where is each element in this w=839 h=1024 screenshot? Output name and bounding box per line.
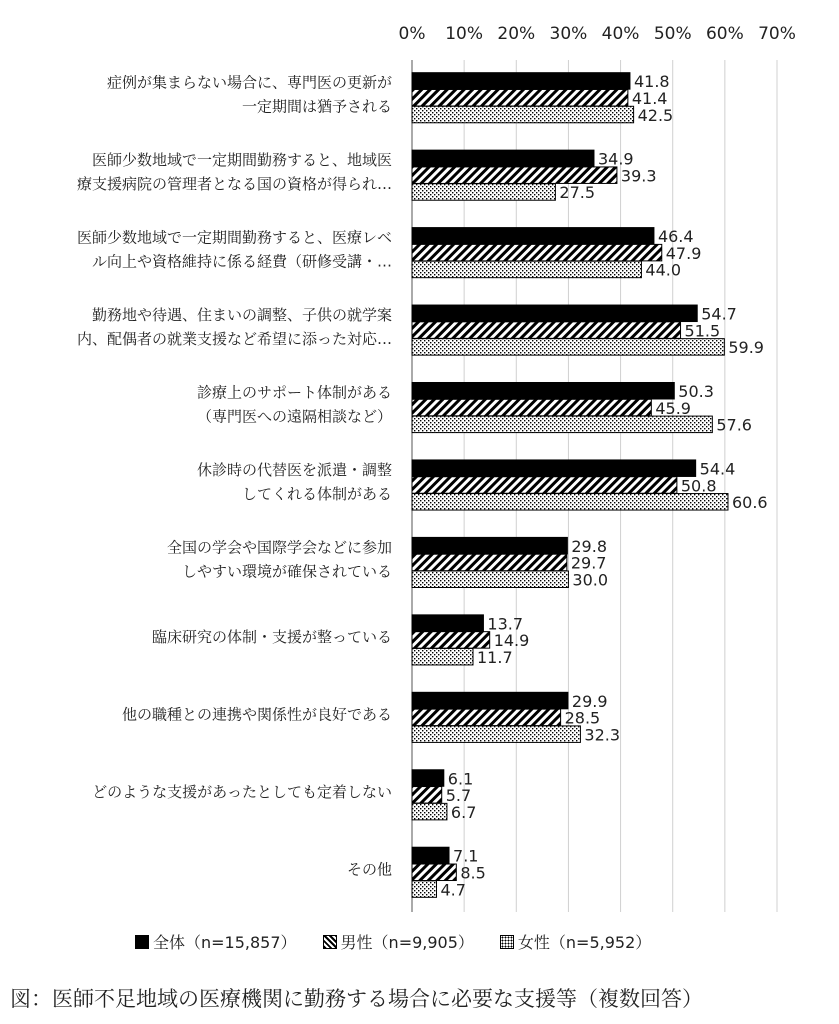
data-label: 39.3 (620, 166, 657, 186)
bar (412, 305, 697, 322)
data-label: 34.9 (597, 149, 634, 169)
data-label: 54.4 (699, 459, 736, 479)
data-label: 6.7 (450, 802, 477, 822)
data-label: 44.0 (645, 260, 682, 280)
bar (412, 615, 483, 632)
category-label: 他の職種との連携や関係性が良好である (121, 705, 392, 724)
bar (412, 416, 712, 433)
bar (412, 167, 617, 184)
x-axis-ticks (399, 24, 796, 44)
bar (412, 228, 654, 245)
category-label: 臨床研究の体制・支援が整っている (151, 627, 392, 646)
category-label: 診療上のサポート体制がある (196, 383, 392, 402)
category-label: 療支援病院の管理者となる国の資格が得られ… (76, 175, 392, 194)
data-label: 6.1 (447, 769, 474, 789)
category-label: しやすい環境が確保されている (181, 562, 392, 581)
bar (412, 537, 567, 554)
data-label: 42.5 (637, 105, 674, 125)
data-label: 11.7 (477, 647, 513, 667)
x-tick-label: 60% (705, 24, 744, 44)
bar (412, 571, 568, 588)
category-label: してくれる体制がある (241, 485, 392, 503)
legend-swatch-solid (135, 935, 149, 949)
x-tick-label: 0% (398, 24, 426, 44)
bar (412, 150, 594, 167)
bar (412, 770, 444, 787)
category-label: その他 (346, 860, 392, 879)
category-label: どのような支援があったとしても定着しない (92, 782, 392, 801)
bar (412, 726, 580, 743)
data-label: 32.3 (584, 725, 621, 745)
data-label: 57.6 (716, 415, 752, 435)
bar (412, 787, 442, 804)
bar (412, 460, 696, 477)
bar (412, 339, 724, 356)
x-tick-label: 40% (601, 24, 640, 44)
legend-label-male: 男性（n=9,905） (340, 933, 474, 952)
data-label: 8.5 (460, 863, 486, 883)
data-label: 50.3 (678, 381, 714, 401)
bar (412, 692, 568, 709)
legend-swatch-stripes (323, 935, 337, 949)
bar (412, 322, 681, 339)
x-tick-label: 30% (549, 24, 588, 44)
legend-swatch-dots (500, 935, 514, 949)
bar (412, 648, 473, 665)
bar (412, 477, 677, 494)
bar (412, 73, 630, 90)
category-label: 症例が集まらない場合に、専門医の更新が (106, 73, 392, 92)
data-label: 59.9 (728, 338, 764, 358)
legend-item-all (135, 930, 297, 953)
bar (412, 399, 651, 416)
x-tick-label: 10% (445, 24, 484, 44)
legend (135, 930, 651, 953)
bar (412, 184, 555, 201)
x-tick-label: 70% (758, 24, 796, 44)
data-label: 5.7 (445, 786, 472, 806)
data-label: 29.8 (571, 536, 608, 556)
data-label: 29.9 (571, 691, 608, 711)
bar (412, 261, 641, 278)
category-label: 医師少数地域で一定期間勤務すると、地域医 (91, 151, 392, 170)
data-label: 54.7 (701, 304, 737, 324)
legend-label-all: 全体（n=15,857） (153, 933, 297, 952)
data-label: 47.9 (665, 243, 702, 263)
bar (412, 847, 449, 864)
category-label: 勤務地や待遇、住まいの調整、子供の就学案 (91, 306, 392, 325)
data-label: 29.7 (570, 553, 607, 573)
category-label: 休診時の代替医を派遣・調整 (196, 461, 392, 479)
data-label: 41.8 (633, 72, 670, 92)
data-label: 27.5 (559, 183, 596, 203)
category-label: 内、配偶者の就業支援など希望に添った対応… (76, 330, 392, 349)
figure-caption: 図：医師不足地域の医療機関に勤務する場合に必要な支援等（複数回答） (10, 987, 703, 1011)
data-label: 13.7 (487, 614, 524, 634)
category-label: 一定期間は猶予される (241, 97, 392, 116)
x-tick-label: 20% (497, 24, 536, 44)
data-label: 50.8 (680, 476, 717, 496)
data-label: 45.9 (655, 398, 691, 418)
data-label: 7.1 (453, 846, 479, 866)
bar (412, 494, 728, 511)
legend-item-female (500, 930, 651, 953)
data-label: 60.6 (731, 493, 768, 513)
bar (412, 864, 456, 881)
category-labels (77, 74, 392, 879)
bar (412, 803, 447, 820)
data-label: 30.0 (572, 570, 609, 590)
bar (412, 106, 634, 123)
data-label: 4.7 (440, 880, 466, 900)
data-label: 51.5 (684, 321, 721, 341)
bar (412, 709, 561, 726)
bar (412, 632, 490, 649)
legend-label-female: 女性（n=5,952） (517, 933, 652, 952)
category-label: （専門医への遠隔相談など） (196, 407, 392, 426)
bar (412, 89, 628, 106)
x-tick-label: 50% (653, 24, 692, 44)
bar (412, 881, 437, 898)
data-label: 28.5 (564, 708, 601, 728)
data-label: 46.4 (657, 227, 694, 247)
data-label: 41.4 (631, 88, 668, 108)
legend-item-male (323, 930, 474, 953)
bar (412, 244, 662, 260)
bar (412, 554, 567, 571)
bar (412, 382, 674, 399)
category-label: 全国の学会や国際学会などに参加 (166, 538, 392, 557)
category-label: ル向上や資格維持に係る経費（研修受講・… (91, 252, 392, 271)
data-label: 14.9 (493, 631, 530, 651)
category-label: 医師少数地域で一定期間勤務すると、医療レベ (76, 228, 392, 247)
